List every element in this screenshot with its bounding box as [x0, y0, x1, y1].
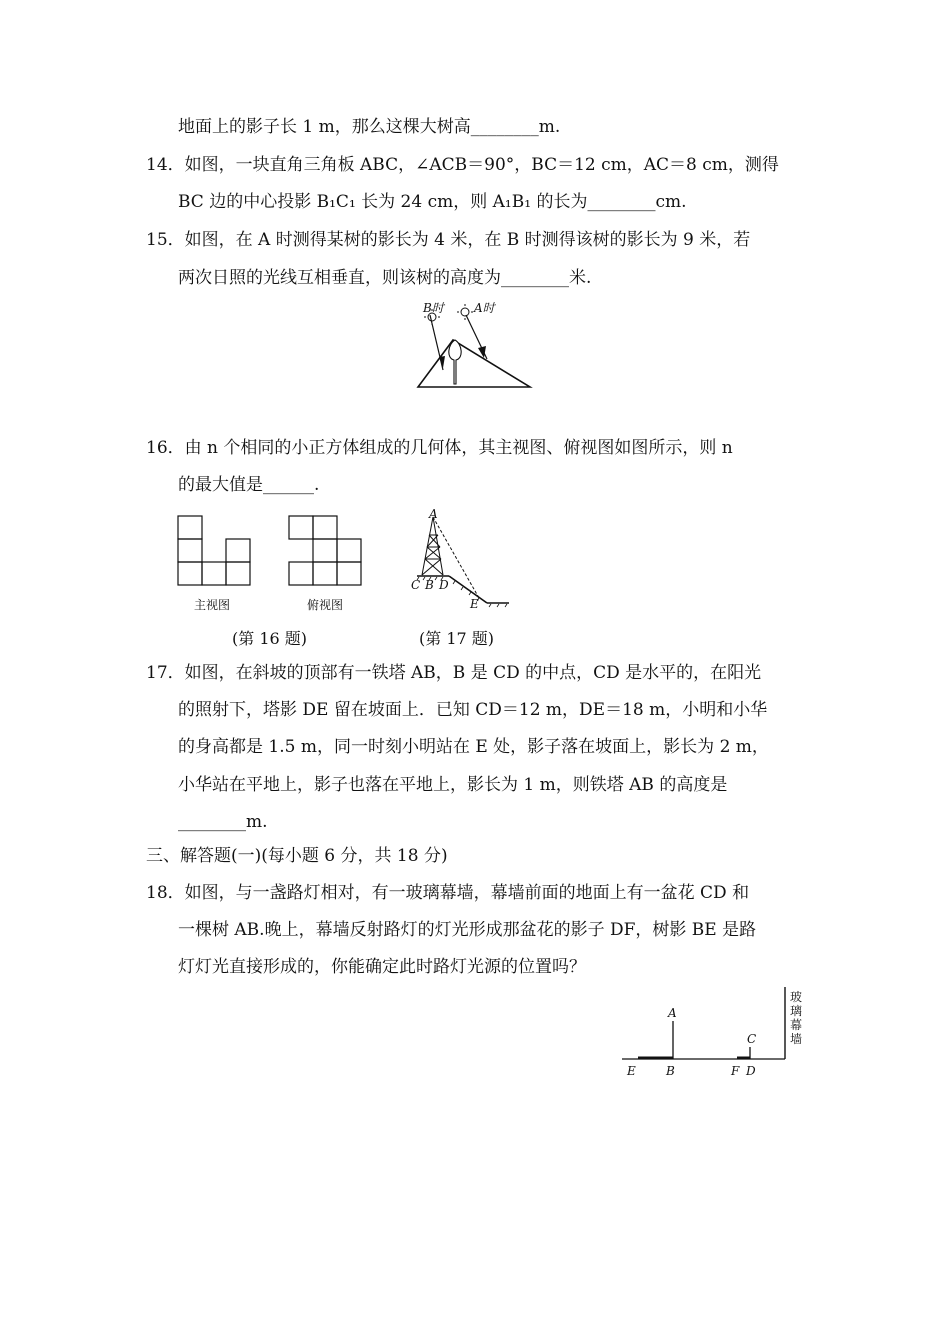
fig18-point-d: D — [746, 1064, 756, 1078]
fig17-point-a: A — [429, 507, 438, 521]
text-line-13-end: 地面上的影子长 1 m，那么这棵大树高________m. — [178, 117, 561, 137]
figure-16-top-view — [288, 515, 364, 587]
question-17-line-1: 17．如图，在斜坡的顶部有一铁塔 AB，B 是 CD 的中点，CD 是水平的，在阳光 — [146, 663, 762, 683]
fig18-point-b: B — [666, 1064, 675, 1078]
tower-icon — [422, 517, 443, 575]
question-18-line-2: 一棵树 AB.晚上，幕墙反射路灯的灯光形成那盆花的影子 DF，树影 BE 是路 — [178, 920, 757, 940]
question-16-line-2: 的最大值是______. — [178, 475, 320, 495]
tree-icon — [449, 340, 461, 384]
question-14-line-2: BC 边的中心投影 B₁C₁ 长为 24 cm，则 A₁B₁ 的长为________cm. — [178, 192, 687, 212]
question-17-line-4: 小华站在平地上，影子也落在平地上，影长为 1 m，则铁塔 AB 的高度是 — [178, 775, 728, 795]
sun-a-icon — [457, 304, 473, 320]
caption-17: (第 17 题) — [419, 629, 495, 648]
figure-17 — [405, 505, 510, 613]
label-a-time: A时 — [474, 301, 495, 315]
question-17-line-5: ________m. — [178, 812, 268, 832]
question-18-line-3: 灯灯光直接形成的，你能确定此时路灯光源的位置吗？ — [178, 957, 586, 977]
fig17-point-c: C — [411, 578, 421, 592]
question-15-line-2: 两次日照的光线互相垂直，则该树的高度为________米. — [178, 268, 592, 288]
section-3-heading: 三、解答题(一)(每小题 6 分，共 18 分) — [146, 846, 448, 866]
question-14-line-1: 14．如图，一块直角三角板 ABC，∠ACB＝90°，BC＝12 cm，AC＝8 cm，测得 — [146, 155, 779, 175]
question-15-line-1: 15．如图，在 A 时测得某树的影长为 4 米，在 B 时测得该树的影长为 9 米，若 — [146, 230, 751, 250]
figure-15 — [410, 298, 540, 393]
label-b-time: B时 — [423, 301, 444, 315]
front-view-label: 主视图 — [194, 598, 231, 612]
glass-wall-label: 玻璃幕墙 — [790, 990, 803, 1046]
top-view-label: 俯视图 — [307, 598, 344, 612]
question-18-line-1: 18．如图，与一盏路灯相对，有一玻璃幕墙，幕墙前面的地面上有一盆花 CD 和 — [146, 883, 750, 903]
question-17-line-2: 的照射下，塔影 DE 留在坡面上．已知 CD＝12 m，DE＝18 m，小明和小华 — [178, 700, 768, 720]
fig18-point-c: C — [747, 1032, 757, 1046]
fig18-point-a: A — [668, 1006, 677, 1020]
fig17-point-b: B — [425, 578, 434, 592]
figure-16-front-view — [177, 515, 253, 587]
fig17-point-e: E — [470, 597, 479, 611]
question-16-line-1: 16．由 n 个相同的小正方体组成的几何体，其主视图、俯视图如图所示，则 n — [146, 438, 733, 458]
fig17-point-d: D — [439, 578, 449, 592]
caption-16: (第 16 题) — [232, 629, 308, 648]
fig18-point-e: E — [627, 1064, 636, 1078]
question-17-line-3: 的身高都是 1.5 m，同一时刻小明站在 E 处，影子落在坡面上，影长为 2 m， — [178, 737, 769, 757]
fig18-point-f: F — [731, 1064, 740, 1078]
